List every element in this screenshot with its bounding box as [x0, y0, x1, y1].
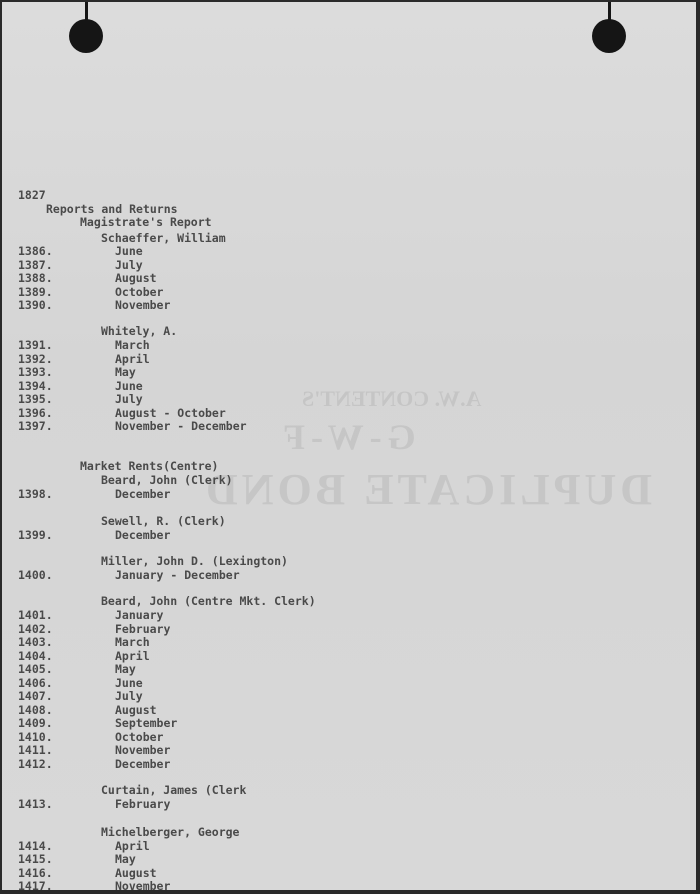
entry-number: 1391.: [18, 338, 53, 352]
entry-text: April: [115, 352, 150, 366]
entry-number: 1411.: [18, 743, 53, 757]
entry-number: 1393.: [18, 365, 53, 379]
entry-text: November: [115, 879, 171, 890]
entry-number: 1406.: [18, 676, 53, 690]
entry-text: June: [115, 676, 143, 690]
entry-number: 1388.: [18, 271, 53, 285]
entry-number: 1413.: [18, 797, 53, 811]
entry-number: 1386.: [18, 244, 53, 258]
entry-number: 1405.: [18, 662, 53, 676]
entry-text: April: [115, 649, 150, 663]
bleed-through-text-2: G-W-F: [277, 417, 416, 457]
entry-number: 1414.: [18, 839, 53, 853]
entry-number: 1416.: [18, 866, 53, 880]
entry-text: April: [115, 839, 150, 853]
entry-number: 1387.: [18, 258, 53, 272]
entry-number: 1410.: [18, 730, 53, 744]
document-year: 1827: [18, 188, 46, 202]
entry-number: 1396.: [18, 406, 53, 420]
entry-text: May: [115, 852, 136, 866]
punch-hole-right: [592, 19, 626, 53]
entry-number: 1408.: [18, 703, 53, 717]
entry-text: May: [115, 662, 136, 676]
entry-text: August - October: [115, 406, 226, 420]
entry-number: 1417.: [18, 879, 53, 890]
entry-text: November - December: [115, 419, 247, 433]
section-name: Schaeffer, William: [101, 231, 226, 245]
entry-text: November: [115, 298, 171, 312]
entry-number: 1397.: [18, 419, 53, 433]
entry-number: 1400.: [18, 568, 53, 582]
document-heading: Reports and Returns: [46, 202, 178, 216]
entry-text: November: [115, 743, 171, 757]
entry-number: 1399.: [18, 528, 53, 542]
entry-text: August: [115, 271, 157, 285]
entry-number: 1403.: [18, 635, 53, 649]
bleed-through-text-3: DUPLICATE BOND: [202, 465, 653, 514]
entry-text: December: [115, 757, 171, 771]
entry-text: June: [115, 244, 143, 258]
document-page: [2, 2, 696, 890]
entry-text: February: [115, 797, 171, 811]
bleed-through-text-1: A.W. CONTENT'S: [302, 386, 482, 411]
entry-text: May: [115, 365, 136, 379]
entry-text: July: [115, 392, 143, 406]
entry-text: January - December: [115, 568, 240, 582]
section-name: Michelberger, George: [101, 825, 240, 839]
entry-number: 1398.: [18, 487, 53, 501]
entry-text: December: [115, 487, 171, 501]
entry-number: 1402.: [18, 622, 53, 636]
entry-text: January: [115, 608, 164, 622]
section-name: Sewell, R. (Clerk): [101, 514, 226, 528]
entry-text: June: [115, 379, 143, 393]
entry-number: 1412.: [18, 757, 53, 771]
section-name: Whitely, A.: [101, 324, 178, 338]
entry-text: March: [115, 635, 150, 649]
entry-number: 1415.: [18, 852, 53, 866]
entry-number: 1409.: [18, 716, 53, 730]
entry-text: August: [115, 703, 157, 717]
entry-text: December: [115, 528, 171, 542]
entry-text: August: [115, 866, 157, 880]
entry-text: October: [115, 730, 164, 744]
entry-number: 1395.: [18, 392, 53, 406]
entry-number: 1401.: [18, 608, 53, 622]
entry-text: October: [115, 285, 164, 299]
section-name: Miller, John D. (Lexington): [101, 554, 288, 568]
entry-number: 1390.: [18, 298, 53, 312]
section-name: Beard, John (Centre Mkt. Clerk): [101, 594, 316, 608]
entry-number: 1394.: [18, 379, 53, 393]
entry-text: February: [115, 622, 171, 636]
entry-number: 1407.: [18, 689, 53, 703]
punch-hole-left: [69, 19, 103, 53]
group-title: Magistrate's Report: [80, 215, 212, 229]
entry-number: 1389.: [18, 285, 53, 299]
entry-text: July: [115, 258, 143, 272]
entry-text: July: [115, 689, 143, 703]
section-name: Beard, John (Clerk): [101, 473, 233, 487]
section-name: Curtain, James (Clerk: [101, 783, 247, 797]
group-title: Market Rents(Centre): [80, 459, 219, 473]
entry-number: 1404.: [18, 649, 53, 663]
entry-text: September: [115, 716, 178, 730]
entry-text: March: [115, 338, 150, 352]
entry-number: 1392.: [18, 352, 53, 366]
